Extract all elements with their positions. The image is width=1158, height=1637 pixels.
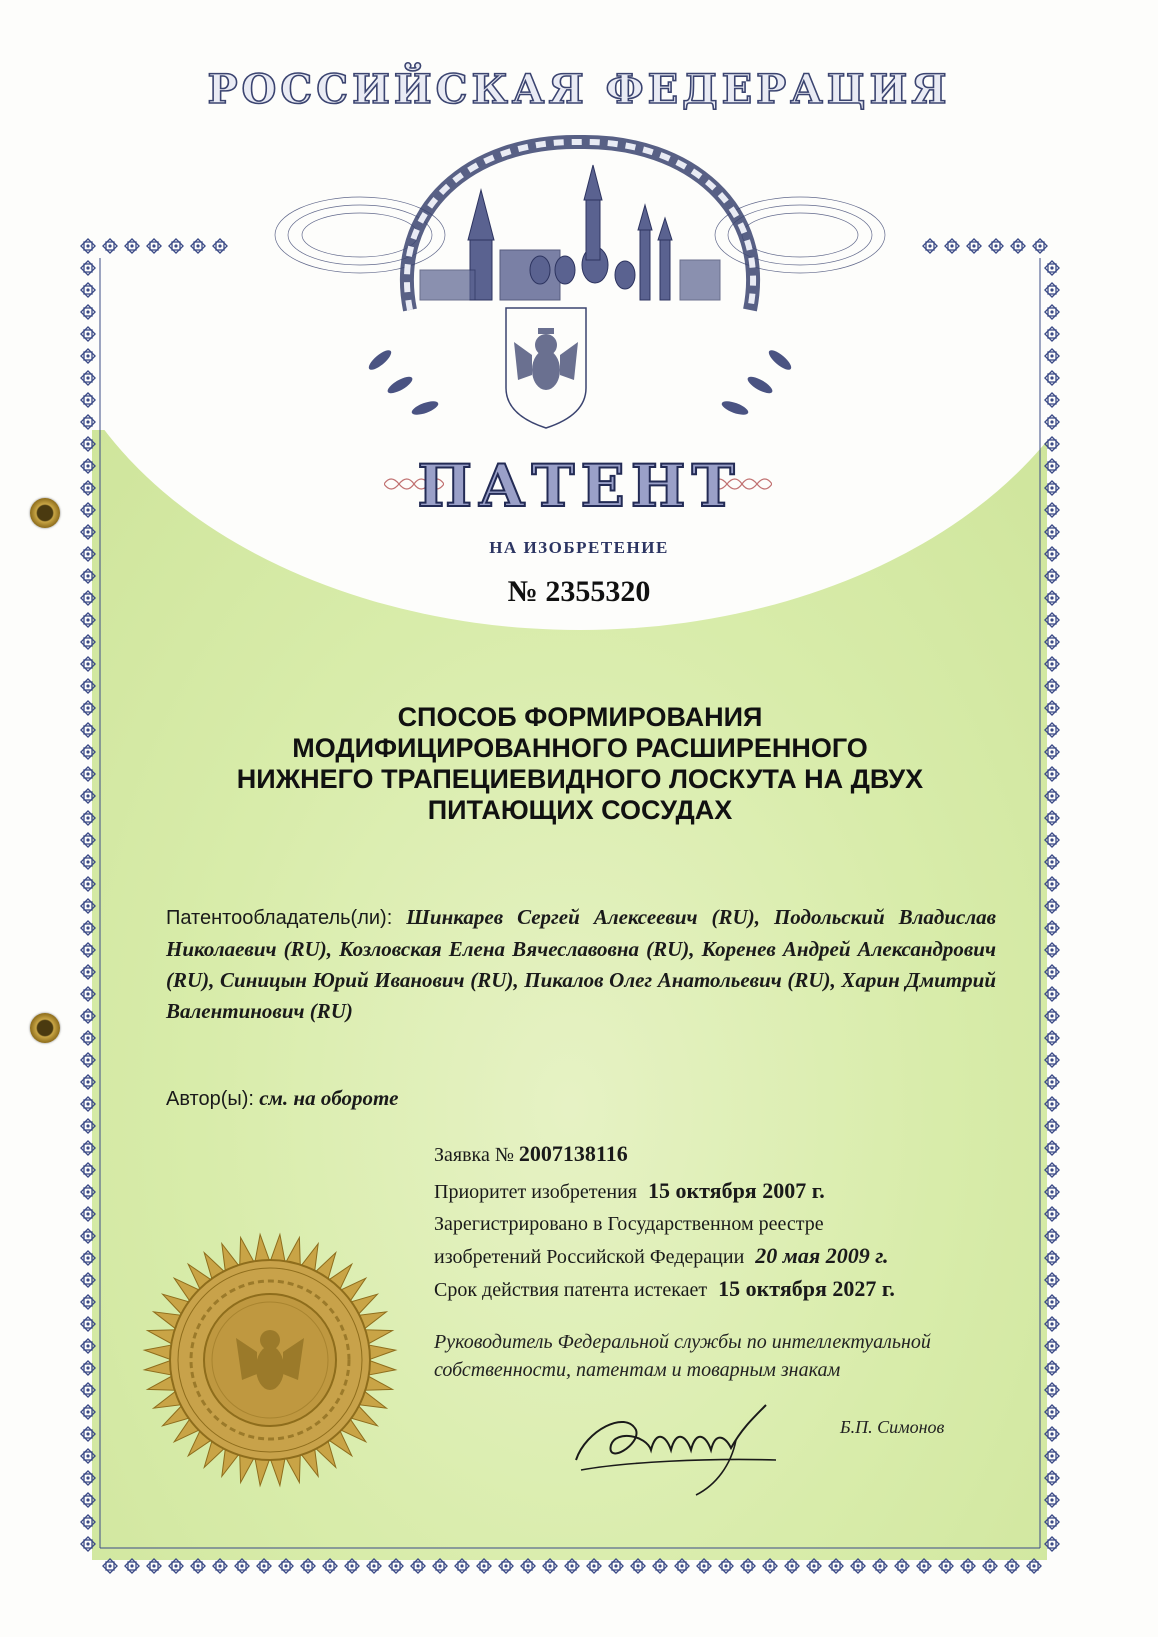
border-star-ornament bbox=[1045, 943, 1059, 957]
registered-line: Зарегистрировано в Государственном реестре bbox=[434, 1213, 824, 1235]
border-star-ornament bbox=[1045, 1009, 1059, 1023]
binder-hole bbox=[30, 1013, 60, 1043]
border-star-ornament bbox=[257, 1559, 271, 1573]
border-star-ornament bbox=[923, 239, 937, 253]
border-star-ornament bbox=[1045, 745, 1059, 759]
director-title bbox=[434, 1328, 1034, 1384]
border-star-ornament bbox=[235, 1559, 249, 1573]
title-line: НИЖНЕГО ТРАПЕЦИЕВИДНОГО ЛОСКУТА НА ДВУХ bbox=[236, 764, 924, 794]
border-star-ornament bbox=[1045, 1163, 1059, 1177]
border-star-ornament bbox=[1045, 899, 1059, 913]
priority-row bbox=[434, 1175, 895, 1208]
border-star-ornament bbox=[81, 305, 95, 319]
border-star-ornament bbox=[191, 1559, 205, 1573]
border-star-ornament bbox=[147, 239, 161, 253]
director-line: Руководитель Федеральной службы по интеллектуальной bbox=[434, 1331, 931, 1353]
border-star-ornament bbox=[81, 921, 95, 935]
border-star-ornament bbox=[81, 261, 95, 275]
border-star-ornament bbox=[1045, 437, 1059, 451]
border-star-ornament bbox=[81, 1361, 95, 1375]
border-star-ornament bbox=[1045, 1515, 1059, 1529]
border-star-ornament bbox=[1045, 987, 1059, 1001]
registered-date: 20 мая 2009 г. bbox=[755, 1243, 889, 1268]
border-star-ornament bbox=[1045, 349, 1059, 363]
border-star-ornament bbox=[1045, 613, 1059, 627]
border-star-ornament bbox=[1045, 1251, 1059, 1265]
patent-holders bbox=[166, 902, 996, 1027]
border-star-ornament bbox=[1045, 1075, 1059, 1089]
border-star-ornament bbox=[81, 327, 95, 341]
border-star-ornament bbox=[763, 1559, 777, 1573]
expiry-label: Срок действия патента истекает bbox=[434, 1279, 708, 1301]
border-star-ornament bbox=[81, 1053, 95, 1067]
country-heading: РОССИЙСКАЯ ФЕДЕРАЦИЯ bbox=[207, 66, 951, 113]
title-line: СПОСОБ ФОРМИРОВАНИЯ bbox=[397, 702, 763, 732]
border-star-ornament bbox=[989, 239, 1003, 253]
border-star-ornament bbox=[367, 1559, 381, 1573]
border-star-ornament bbox=[81, 877, 95, 891]
border-star-ornament bbox=[945, 239, 959, 253]
border-star-ornament bbox=[81, 1097, 95, 1111]
holders-label: Патентообладатель(ли): bbox=[166, 907, 393, 929]
border-star-ornament bbox=[1045, 371, 1059, 385]
border-star-ornament bbox=[1045, 283, 1059, 297]
border-star-ornament bbox=[807, 1559, 821, 1573]
border-star-ornament bbox=[967, 239, 981, 253]
border-star-ornament bbox=[323, 1559, 337, 1573]
border-star-ornament bbox=[81, 657, 95, 671]
border-star-ornament bbox=[81, 635, 95, 649]
border-star-ornament bbox=[631, 1559, 645, 1573]
border-star-ornament bbox=[785, 1559, 799, 1573]
border-star-ornament bbox=[1045, 811, 1059, 825]
border-star-ornament bbox=[81, 811, 95, 825]
border-star-ornament bbox=[1045, 877, 1059, 891]
border-star-ornament bbox=[81, 1427, 95, 1441]
authors-value: см. на обороте bbox=[259, 1086, 399, 1110]
border-star-ornament bbox=[675, 1559, 689, 1573]
border-star-ornament bbox=[1045, 1361, 1059, 1375]
border-star-ornament bbox=[213, 239, 227, 253]
border-star-ornament bbox=[1005, 1559, 1019, 1573]
holders-value: Шинкарев Сергей Алексеевич (RU), Подольский Владислав Николаевич (RU), Козловская Елена Вячеславовна (RU), Коренев Андрей Александрович (RU), Синицын Юрий Иванович (RU), Пикалов Олег Анатольевич (RU), Харин Дмитрий Валентинович (RU) bbox=[166, 905, 996, 1023]
border-star-ornament bbox=[81, 833, 95, 847]
border-star-ornament bbox=[169, 239, 183, 253]
border-star-ornament bbox=[1045, 1427, 1059, 1441]
border-star-ornament bbox=[1045, 1185, 1059, 1199]
priority-date: 15 октября 2007 г. bbox=[647, 1178, 825, 1203]
border-star-ornament bbox=[499, 1559, 513, 1573]
border-star-ornament bbox=[169, 1559, 183, 1573]
border-star-ornament bbox=[1045, 1339, 1059, 1353]
border-star-ornament bbox=[1045, 327, 1059, 341]
border-star-ornament bbox=[81, 415, 95, 429]
border-star-ornament bbox=[873, 1559, 887, 1573]
border-star-ornament bbox=[81, 1075, 95, 1089]
border-star-ornament bbox=[1045, 1229, 1059, 1243]
border-star-ornament bbox=[1045, 679, 1059, 693]
patent-subtitle: НА ИЗОБРЕТЕНИЕ bbox=[489, 538, 669, 557]
border-star-ornament bbox=[1045, 1383, 1059, 1397]
border-star-ornament bbox=[81, 1471, 95, 1485]
border-star-ornament bbox=[1045, 305, 1059, 319]
expiry-row bbox=[434, 1273, 895, 1306]
border-star-ornament bbox=[1045, 1273, 1059, 1287]
registered-label: изобретений Российской Федерации bbox=[434, 1246, 745, 1268]
border-star-ornament bbox=[81, 745, 95, 759]
border-star-ornament bbox=[961, 1559, 975, 1573]
border-star-ornament bbox=[81, 1295, 95, 1309]
border-star-ornament bbox=[81, 1515, 95, 1529]
border-star-ornament bbox=[697, 1559, 711, 1573]
border-star-ornament bbox=[81, 1141, 95, 1155]
border-star-ornament bbox=[895, 1559, 909, 1573]
border-star-ornament bbox=[81, 1493, 95, 1507]
border-star-ornament bbox=[103, 1559, 117, 1573]
border-star-ornament bbox=[345, 1559, 359, 1573]
border-star-ornament bbox=[1045, 635, 1059, 649]
border-star-ornament bbox=[1045, 1295, 1059, 1309]
border-star-ornament bbox=[81, 283, 95, 297]
border-star-ornament bbox=[1045, 789, 1059, 803]
registered-row bbox=[434, 1240, 895, 1273]
border-star-ornament bbox=[213, 1559, 227, 1573]
border-star-ornament bbox=[1045, 1141, 1059, 1155]
border-star-ornament bbox=[741, 1559, 755, 1573]
border-star-ornament bbox=[983, 1559, 997, 1573]
border-star-ornament bbox=[81, 987, 95, 1001]
border-star-ornament bbox=[81, 1405, 95, 1419]
border-star-ornament bbox=[1045, 921, 1059, 935]
border-star-ornament bbox=[851, 1559, 865, 1573]
patent-number: № 2355320 bbox=[507, 575, 651, 608]
border-star-ornament bbox=[81, 1031, 95, 1045]
border-star-ornament bbox=[125, 239, 139, 253]
border-star-ornament bbox=[1045, 393, 1059, 407]
expiry-date: 15 октября 2027 г. bbox=[718, 1276, 895, 1301]
kremlin-emblem bbox=[270, 130, 890, 440]
border-star-ornament bbox=[81, 1163, 95, 1177]
border-star-ornament bbox=[1045, 1031, 1059, 1045]
border-star-ornament bbox=[81, 1317, 95, 1331]
border-star-ornament bbox=[81, 789, 95, 803]
border-star-ornament bbox=[411, 1559, 425, 1573]
border-star-ornament bbox=[1045, 525, 1059, 539]
border-star-ornament bbox=[81, 239, 95, 253]
border-star-ornament bbox=[81, 1229, 95, 1243]
border-star-ornament bbox=[1045, 415, 1059, 429]
border-star-ornament bbox=[81, 371, 95, 385]
signer-name: Б.П. Симонов bbox=[840, 1417, 945, 1437]
border-star-ornament bbox=[81, 767, 95, 781]
border-star-ornament bbox=[81, 1251, 95, 1265]
border-star-ornament bbox=[1045, 1207, 1059, 1221]
border-star-ornament bbox=[829, 1559, 843, 1573]
border-star-ornament bbox=[301, 1559, 315, 1573]
border-star-ornament bbox=[81, 525, 95, 539]
border-star-ornament bbox=[1045, 261, 1059, 275]
priority-label: Приоритет изобретения bbox=[434, 1181, 637, 1203]
border-star-ornament bbox=[565, 1559, 579, 1573]
border-star-ornament bbox=[81, 899, 95, 913]
border-star-ornament bbox=[81, 1119, 95, 1133]
border-star-ornament bbox=[81, 393, 95, 407]
border-star-ornament bbox=[125, 1559, 139, 1573]
border-star-ornament bbox=[1045, 1471, 1059, 1485]
border-star-ornament bbox=[81, 437, 95, 451]
border-star-ornament bbox=[1033, 239, 1047, 253]
border-star-ornament bbox=[81, 349, 95, 363]
border-star-ornament bbox=[1045, 1097, 1059, 1111]
application-number: 2007138116 bbox=[518, 1141, 628, 1166]
border-star-ornament bbox=[81, 1009, 95, 1023]
application-row bbox=[434, 1138, 895, 1171]
border-star-ornament bbox=[1045, 1449, 1059, 1463]
handwritten-signature bbox=[566, 1390, 796, 1500]
border-star-ornament bbox=[1045, 1317, 1059, 1331]
border-star-ornament bbox=[609, 1559, 623, 1573]
border-star-ornament bbox=[81, 1537, 95, 1551]
border-star-ornament bbox=[81, 855, 95, 869]
border-star-ornament bbox=[81, 943, 95, 957]
border-star-ornament bbox=[191, 239, 205, 253]
border-star-ornament bbox=[81, 1207, 95, 1221]
border-star-ornament bbox=[477, 1559, 491, 1573]
border-star-ornament bbox=[81, 723, 95, 737]
border-star-ornament bbox=[81, 1383, 95, 1397]
title-line: ПИТАЮЩИХ СОСУДАХ bbox=[427, 795, 733, 825]
authors bbox=[166, 1086, 398, 1111]
border-star-ornament bbox=[719, 1559, 733, 1573]
patent-heading: ПАТЕНТ bbox=[417, 452, 741, 520]
director-line: собственности, патентам и товарным знакам bbox=[434, 1359, 841, 1381]
border-star-ornament bbox=[1045, 1493, 1059, 1507]
border-star-ornament bbox=[1045, 657, 1059, 671]
border-star-ornament bbox=[81, 1339, 95, 1353]
border-star-ornament bbox=[433, 1559, 447, 1573]
border-star-ornament bbox=[1045, 723, 1059, 737]
application-label: Заявка № bbox=[434, 1144, 514, 1166]
border-star-ornament bbox=[81, 1185, 95, 1199]
border-star-ornament bbox=[1045, 1405, 1059, 1419]
border-star-ornament bbox=[1045, 833, 1059, 847]
border-star-ornament bbox=[147, 1559, 161, 1573]
border-star-ornament bbox=[521, 1559, 535, 1573]
registration-details bbox=[434, 1138, 895, 1306]
border-star-ornament bbox=[103, 239, 117, 253]
border-star-ornament bbox=[939, 1559, 953, 1573]
border-star-ornament bbox=[1045, 1119, 1059, 1133]
title-line: МОДИФИЦИРОВАННОГО РАСШИРЕННОГО bbox=[292, 733, 868, 763]
border-star-ornament bbox=[1045, 767, 1059, 781]
border-star-ornament bbox=[279, 1559, 293, 1573]
border-star-ornament bbox=[917, 1559, 931, 1573]
border-star-ornament bbox=[455, 1559, 469, 1573]
border-star-ornament bbox=[1027, 1559, 1041, 1573]
gold-seal bbox=[140, 1230, 400, 1490]
border-star-ornament bbox=[1045, 1053, 1059, 1067]
border-star-ornament bbox=[81, 965, 95, 979]
border-star-ornament bbox=[653, 1559, 667, 1573]
border-star-ornament bbox=[1045, 701, 1059, 715]
border-star-ornament bbox=[81, 1273, 95, 1287]
border-star-ornament bbox=[81, 1449, 95, 1463]
border-star-ornament bbox=[1045, 855, 1059, 869]
authors-label: Автор(ы): bbox=[166, 1088, 254, 1110]
border-star-ornament bbox=[389, 1559, 403, 1573]
border-star-ornament bbox=[81, 701, 95, 715]
border-star-ornament bbox=[1011, 239, 1025, 253]
binder-hole bbox=[30, 498, 60, 528]
border-star-ornament bbox=[1045, 965, 1059, 979]
invention-title bbox=[170, 702, 990, 826]
border-star-ornament bbox=[81, 679, 95, 693]
border-star-ornament bbox=[1045, 1537, 1059, 1551]
border-star-ornament bbox=[587, 1559, 601, 1573]
border-star-ornament bbox=[543, 1559, 557, 1573]
border-star-ornament bbox=[81, 613, 95, 627]
